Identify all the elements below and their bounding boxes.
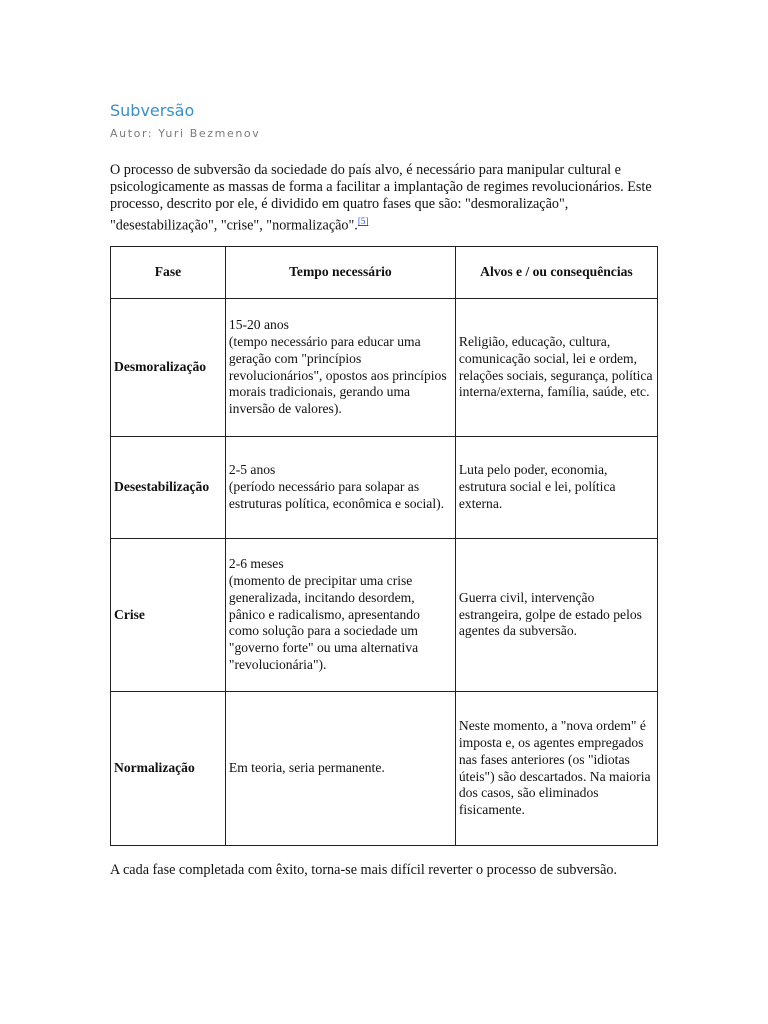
time-cell <box>225 437 455 539</box>
time-detail: (tempo necessário para educar uma geração com "princípios revolucionários", opostos aos princípios morais tradicionais, gerando uma inversão de valores). <box>228 333 447 417</box>
time-main: 2-6 meses <box>228 556 284 572</box>
table-row <box>111 437 658 539</box>
time-main: Em teoria, seria permanente. <box>228 760 385 776</box>
table-row <box>111 539 658 692</box>
time-detail: (momento de precipitar uma crise generalizada, incitando desordem, pânico e radicalismo, apresentando como solução para a sociedade um "governo forte" ou uma alternativa "revolucionária"). <box>228 573 420 672</box>
header-alvos: Alvos e / ou consequências <box>455 247 657 299</box>
citation-link[interactable]: [5] <box>357 216 369 226</box>
closing-paragraph: A cada fase completada com êxito, torna-se mais difícil reverter o processo de subversão. <box>110 862 618 878</box>
time-main: 15-20 anos <box>228 317 289 333</box>
page-title: Subversão <box>110 101 195 120</box>
table-row <box>111 692 658 846</box>
phase-cell: Desestabilização <box>111 437 226 539</box>
header-fase: Fase <box>111 247 226 299</box>
intro-paragraph <box>110 162 660 235</box>
phase-cell: Crise <box>111 539 226 692</box>
targets-cell: Neste momento, a "nova ordem" é imposta e, os agentes empregados nas fases anteriores (os "idiotas úteis") são descartados. Na maioria dos casos, são eliminados fisicamente. <box>455 692 657 846</box>
time-cell <box>225 299 455 437</box>
time-cell <box>225 692 455 846</box>
author-line: Autor: Yuri Bezmenov <box>110 127 261 140</box>
table-row <box>111 299 658 437</box>
phases-table <box>110 246 658 846</box>
targets-cell: Luta pelo poder, economia, estrutura social e lei, política externa. <box>455 437 657 539</box>
targets-cell: Religião, educação, cultura, comunicação social, lei e ordem, relações sociais, segurança, política interna/externa, família, saúde, etc. <box>455 299 657 437</box>
table-header-row <box>111 247 658 299</box>
intro-text: O processo de subversão da sociedade do país alvo, é necessário para manipular cultural e psicologicamente as massas de forma a facilitar a implantação de regimes revolucionários. Este processo, descrito por ele, é dividido em quatro fases que são: "desmoralização", "desestabilização", "crise", "normalização". <box>110 162 652 234</box>
phase-cell: Desmoralização <box>111 299 226 437</box>
targets-cell: Guerra civil, intervenção estrangeira, golpe de estado pelos agentes da subversão. <box>455 539 657 692</box>
header-tempo: Tempo necessário <box>225 247 455 299</box>
time-main: 2-5 anos <box>228 462 276 478</box>
phase-cell: Normalização <box>111 692 226 846</box>
time-detail: (período necessário para solapar as estruturas política, econômica e social). <box>228 479 445 511</box>
time-cell <box>225 539 455 692</box>
